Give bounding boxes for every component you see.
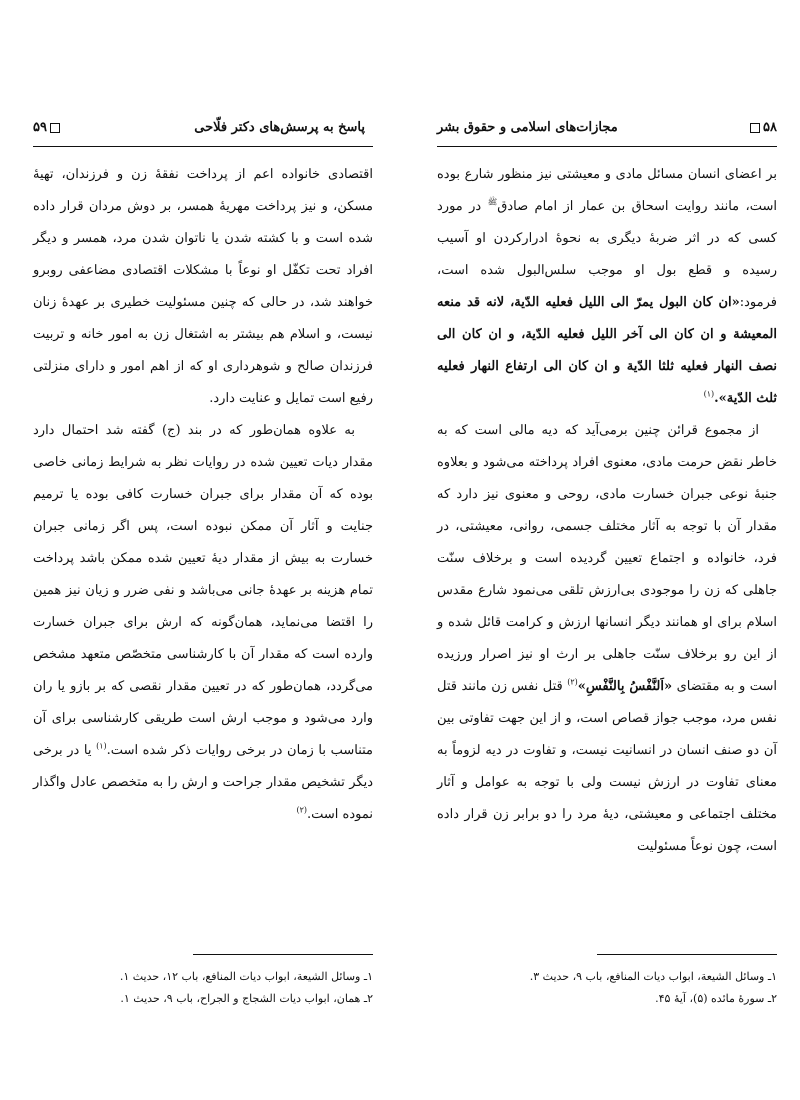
page-59 xyxy=(33,118,373,1038)
footnote-ref: (۲) xyxy=(296,805,308,815)
square-icon xyxy=(750,123,760,133)
footnote: ۲ـ همان، ابواب دیات الشجاج و الجراح، باب ۹، حدیث ۱. xyxy=(120,992,373,1005)
footnotes xyxy=(437,966,777,1010)
page-number: ۵۸ xyxy=(763,120,777,135)
salutation-glyph: ﷺ xyxy=(487,197,498,207)
page-number-group xyxy=(33,120,63,135)
paragraph: بر اعضای انسان مسائل مادی و معیشتی نیز منظور شارع بوده است، مانند روایت اسحاق بن عمار از امام صادق$^ﷺ$ در مورد کسی که در اثر ضربهٔ دیگری به نحوهٔ ادرارکردن او آسیب رسیده و قطع بول او موجب سلس‌البول شده است، فرمود:«ان کان البول یمرّ الی اللیل فعلیه الدّیة، لانه قد منعه المعیشة و ان کان الی آخر اللیل فعلیه الدّیة، و ان کان الی نصف النهار فعلیه ثلثا الدّیة و ان کان الی ارتفاع النهار فعلیه ثلث الدّیة».$^{(۱)}$ xyxy=(437,167,777,406)
footnote-divider xyxy=(597,954,777,955)
footnote-ref: (۲) xyxy=(567,677,578,687)
running-title: مجازات‌های اسلامی و حقوق بشر xyxy=(437,120,618,135)
hadith-quote: «ان کان البول یمرّ الی اللیل فعلیه الدّیة، لانه قد منعه المعیشة و ان کان الی آخر اللیل فعلیه الدّیة، و ان کان الی نصف النهار فعلیه ثلثا الدّیة و ان کان الی ارتفاع النهار فعلیه ثلث الدّیة». xyxy=(437,295,777,406)
footnote: ۱ـ وسائل الشیعة، ابواب دیات المنافع، باب ۱۲، حدیث ۱. xyxy=(119,970,373,983)
header-rule xyxy=(33,146,373,147)
footnote: ۱ـ وسائل الشیعة، ابواب دیات المنافع، باب ۹، حدیث ۳. xyxy=(529,970,777,983)
footnote-ref: (۱) xyxy=(703,389,715,399)
page-number: ۵۹ xyxy=(33,120,47,135)
page-header xyxy=(437,118,777,144)
body-text xyxy=(33,159,373,831)
paragraph: اقتصادی خانواده اعم از پرداخت نفقهٔ زن و فرزندان، تهیهٔ مسکن، و نیز پرداخت مهریهٔ همسر، بر دوش مردان قرار داده شده است و با کشته شدن یا ناتوان شدن مرد، همسر و دیگر افراد تحت تکفّل او نوعاً با مشکلات اقتصادی مضاعفی روبرو خواهند شد، در حالی که چنین مسئولیت خطیری بر عهدهٔ زنان نیست، و اسلام هم بیشتر به اشتغال زن به امور خانه و تربیت فرزندان صالح و شوهرداری او که از اهم امور و دارای منزلتی رفیع است تمایل و عنایت دارد. xyxy=(33,167,373,406)
footnotes xyxy=(33,966,373,1010)
paragraph: به علاوه همان‌طور که در بند (ج) گفته شد احتمال دارد مقدار دیات تعیین شده در روایات نظر به شرایط زمانی خاصی بوده که آن مقدار برای جبران خسارت کافی بوده یا ترمیم جنایت و آثار آن ممکن نبوده است، پس اگر زمانی جبران خسارت به بیش از مقدار دیهٔ تعیین شده ممکن باشد پرداخت تمام هزینه بر عهدهٔ جانی می‌باشد و نفی ضرر و زیان نیز همین را اقتضا می‌نماید، همان‌گونه که ارش برای جبران خسارت وارده است که مقدار آن با کارشناسی متخصّص متعهد مشخص می‌گردد، همان‌طور که در تعیین مقدار نقصی که بر بازو یا ران وارد می‌شود و موجب ارش است طریقی کارشناسی برای آن متناسب با زمان در برخی روایات ذکر شده است.$^{(۱)}$ یا در برخی دیگر تشخیص مقدار جراحت و ارش را به متخصص عادل واگذار نموده است.$^{(۲)}$ xyxy=(33,423,374,822)
footnote-ref: (۱) xyxy=(96,741,107,751)
footnote: ۲ـ سورهٔ مائده (۵)، آیهٔ ۴۵. xyxy=(655,992,777,1005)
quran-quote: «اَلنَّفْسُ بِالنَّفْسِ» xyxy=(577,679,673,694)
page-number-group xyxy=(747,120,777,135)
running-title: پاسخ به پرسش‌های دکتر فلّاحی xyxy=(194,120,365,135)
paragraph: از مجموع قرائن چنین برمی‌آید که دیه مالی است که به خاطر نقض حرمت مادی، معنوی افراد پرداخته می‌شود و بعلاوه جنبهٔ نوعی جبران خسارت مادی، روحی و معنوی نیز دارد که مقدار آن با توجه به آثار مختلف جسمی، روانی، معیشتی، در فرد، خانواده و اجتماع تعیین گردیده است و برخلاف سنّت جاهلی که زن را موجودی بی‌ارزش تلقی می‌نمود شارع مقدس اسلام برای او همانند دیگر انسانها ارزش و کرامت قائل شده و از این رو برخلاف سنّت جاهلی بر ارث او نیز اصرار ورزیده است و به مقتضای «اَلنَّفْسُ بِالنَّفْسِ»$^{(۲)}$ قتل نفس زن مانند قتل نفس مرد، موجب جواز قصاص است، و از این جهت تفاوتی بین آن دو صنف انسان در انسانیت نیست، و تفاوت در دیه لزوماً به معنای تفاوت در ارزش نیست ولی با توجه به عوامل و آثار مختلف اجتماعی و معیشتی، دیهٔ مرد را دو برابر زن قرار داده است، چون نوعاً مسئولیت xyxy=(437,423,777,854)
body-text xyxy=(437,159,777,863)
header-rule xyxy=(437,146,777,147)
page-header xyxy=(33,118,373,144)
footnote-divider xyxy=(193,954,373,955)
page-58 xyxy=(437,118,777,1038)
square-icon xyxy=(50,123,60,133)
